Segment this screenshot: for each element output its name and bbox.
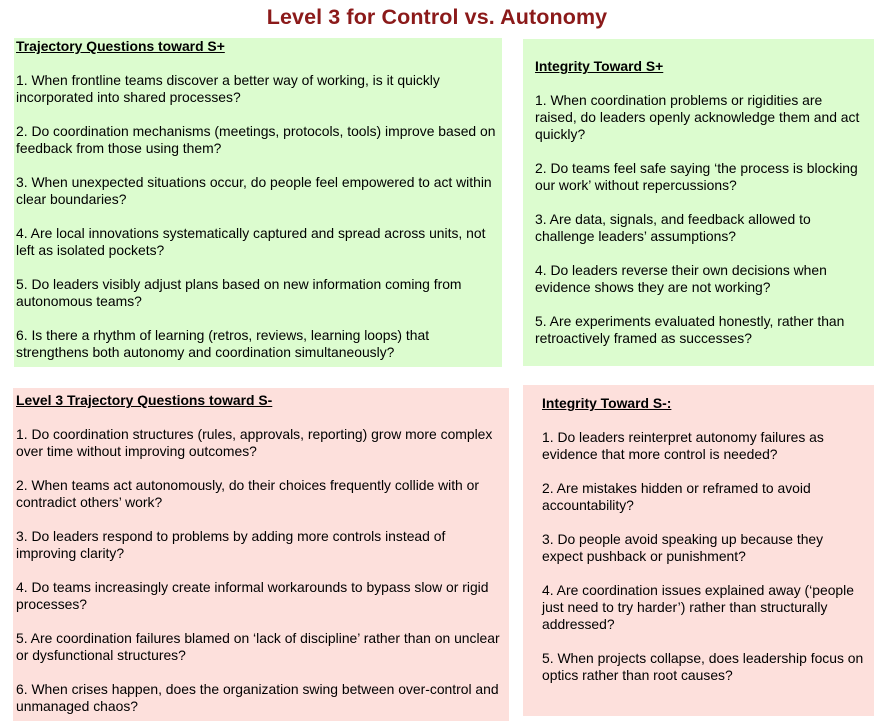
question-item: 5. Are experiments evaluated honestly, rather than retroactively framed as successes? bbox=[535, 313, 845, 346]
question-item: 5. Do leaders visibly adjust plans based on new information coming from autonomous teams? bbox=[16, 276, 462, 309]
question-item: 6. When crises happen, does the organization swing between over-control and unmanaged chaos? bbox=[16, 681, 499, 714]
trajectory-negative-panel bbox=[13, 388, 509, 721]
question-item: 2. Are mistakes hidden or reframed to avoid accountability? bbox=[542, 480, 811, 513]
panel-heading: Trajectory Questions toward S+ bbox=[16, 38, 225, 54]
panel-heading: Integrity Toward S+ bbox=[535, 58, 664, 74]
question-item: 4. Do teams increasingly create informal workarounds to bypass slow or rigid processes? bbox=[16, 579, 489, 612]
question-item: 3. Are data, signals, and feedback allowed to challenge leaders’ assumptions? bbox=[535, 211, 811, 244]
integrity-negative-panel bbox=[523, 385, 874, 716]
question-item: 1. Do leaders reinterpret autonomy failures as evidence that more control is needed? bbox=[542, 429, 824, 462]
question-item: 1. When coordination problems or rigidities are raised, do leaders openly acknowledge them and act quickly? bbox=[535, 92, 860, 142]
question-item: 4. Do leaders reverse their own decisions when evidence shows they are not working? bbox=[535, 262, 827, 295]
question-item: 5. Are coordination failures blamed on ‘lack of discipline’ rather than on unclear or dysfunctional structures? bbox=[16, 630, 500, 663]
question-item: 6. Is there a rhythm of learning (retros, reviews, learning loops) that strengthens both autonomy and coordination simultaneously? bbox=[16, 327, 430, 360]
integrity-positive-panel bbox=[523, 39, 874, 366]
question-item: 1. Do coordination structures (rules, approvals, reporting) grow more complex over time without improving outcomes? bbox=[16, 426, 493, 459]
question-item: 2. Do coordination mechanisms (meetings, protocols, tools) improve based on feedback from those using them? bbox=[16, 123, 496, 156]
page-title: Level 3 for Control vs. Autonomy bbox=[266, 5, 608, 29]
question-item: 3. When unexpected situations occur, do people feel empowered to act within clear boundaries? bbox=[16, 174, 492, 207]
question-item: 5. When projects collapse, does leadership focus on optics rather than root causes? bbox=[542, 650, 864, 683]
question-item: 1. When frontline teams discover a better way of working, is it quickly incorporated into shared processes? bbox=[16, 72, 440, 105]
question-item: 3. Do leaders respond to problems by adding more controls instead of improving clarity? bbox=[16, 528, 446, 561]
question-item: 3. Do people avoid speaking up because they expect pushback or punishment? bbox=[542, 531, 824, 564]
panel-heading: Integrity Toward S-: bbox=[542, 395, 672, 411]
question-item: 2. Do teams feel safe saying ‘the process is blocking our work’ without repercussions? bbox=[535, 160, 858, 193]
question-item: 2. When teams act autonomously, do their choices frequently collide with or contradict others’ work? bbox=[16, 477, 479, 510]
question-item: 4. Are coordination issues explained away (‘people just need to try harder’) rather than structurally addressed? bbox=[542, 582, 854, 632]
trajectory-positive-panel bbox=[14, 38, 502, 367]
panel-heading: Level 3 Trajectory Questions toward S- bbox=[16, 392, 273, 408]
question-item: 4. Are local innovations systematically captured and spread across units, not left as isolated pockets? bbox=[16, 225, 486, 258]
